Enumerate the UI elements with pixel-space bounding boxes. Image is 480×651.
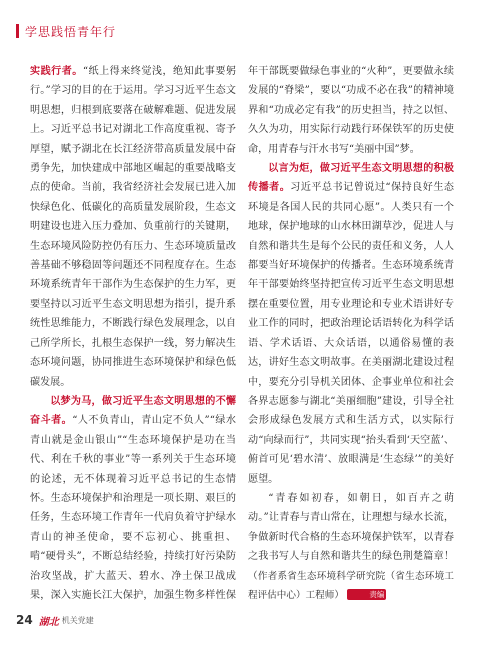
right-column [248, 62, 454, 602]
paragraph-text: “纸上得来终觉浅，绝知此事要躬行。”学习的目的在于运用。学习习近平生态文明思想，归根到底要落在破解难题、促进发展上。习近平总书记对湖北工作高度重视、寄予厚望，赋予湖北在长江经济带高质量发展中奋勇争先，加快建成中部地区崛起的重要战略支点的使命。当前，我省经济社会发展已进入加快绿色化、低碳化的高质量发展阶段，生态文明建设也进入压力叠加、负重前行的关键期，生态环境风险防控仍有压力、生态环境质量改善基础不够稳固等问题还不同程度存在。生态环境系统青年干部作为生态保护的生力军，更要坚持以习近平生态文明思想为指引，提升系统性思维能力，不断践行绿色发展理念，以自己所学所长，扎根生态保护一线，努力解决生态环境问题，协同推进生态环境保护和绿色低碳发展。 [30, 66, 236, 388]
paragraph [30, 62, 236, 392]
page-footer [16, 612, 94, 628]
magazine-brand: 湖北 [38, 616, 59, 628]
page-number: 24 [16, 613, 33, 627]
left-column [30, 62, 236, 602]
subheading: 以梦为马，做习近平生态文明思想的不懈奋斗者。 [30, 395, 236, 427]
editor-seal: 责编 [347, 589, 386, 600]
paragraph-text: “青春如初春，如朝日，如百卉之萌动。”让青春与青山常在，让理想与绿水长流，争做新时代合格的生态环境保护铁军，以青春之我书写人与自然和谐共生的绿色荆楚篇章！ [248, 492, 454, 563]
author-signature: （作者系省生态环境科学研究院（省生态环境工程评估中心）工程师） [248, 570, 454, 601]
paragraph-text: “人不负青山，青山定不负人”“绿水青山就是金山银山”“生态环境保护是功在当代、利在千秋的事业”等一系列关于生态环境的论述，无不体现着习近平总书记的生态情怀。生态环境保护和治理是一项长期、艰巨的任务，生态环境工作青年一代肩负着守护绿水青山的神圣使命，要不忘初心、挑重担、啃“硬骨头”，不断总结经验，持续打好污染防治攻坚战，扩大蓝天、碧水、净土保卫战成果，深入实施长江大保护，加强生物多样性保 [30, 415, 236, 601]
magazine-name: 机关党建 [61, 615, 94, 625]
paragraph-text: 年干部既要做绿色事业的“火种”，更要做永续发展的“脊梁”，要以“功成不必在我”的精神境界和“功成必定有我”的历史担当，持之以恒、久久为功，用实际行动践行环保铁军的历史使命，用青春与汗水书写“美丽中国”梦。 [248, 66, 454, 155]
paragraph [248, 62, 454, 159]
article-body [30, 62, 454, 602]
section-title: 学思践悟青年行 [25, 24, 117, 39]
subheading: 以言为炬，做习近平生态文明思想的积极传播者。 [248, 163, 454, 194]
section-header [16, 22, 116, 40]
paragraph-text: 习近平总书记曾说过“保持良好生态环境是各国人民的共同心愿”。人类只有一个地球，保护地球的山水林田湖草沙，促进人与自然和谐共生是每个公民的责任和义务，人人都要当好环境保护的传播者。生态环境系统青年干部要始终坚持把宣传习近平生态文明思想摆在重要位置，用专业理论和专业术语讲好专业工作的同时，把政治理论话语转化为科学话语、学术话语、大众话语，以通俗易懂的表达，讲好生态文明故事。在美丽湖北建设过程中，要充分引导机关团体、企事业单位和社会各界志愿参与湖北“美丽细胞”建设，引导全社会形成绿色发展方式和生活方式，以实际行动“向绿而行”，共同实现“抬头看到‘天空蓝’、俯首可见‘碧水清’、放眼满是‘生态绿’”的美好愿望。 [248, 182, 454, 485]
paragraph [248, 159, 454, 489]
paragraph [30, 392, 236, 602]
section-marker [16, 24, 19, 38]
lead-phrase: 实践行者。 [30, 66, 83, 77]
paragraph [248, 489, 454, 602]
